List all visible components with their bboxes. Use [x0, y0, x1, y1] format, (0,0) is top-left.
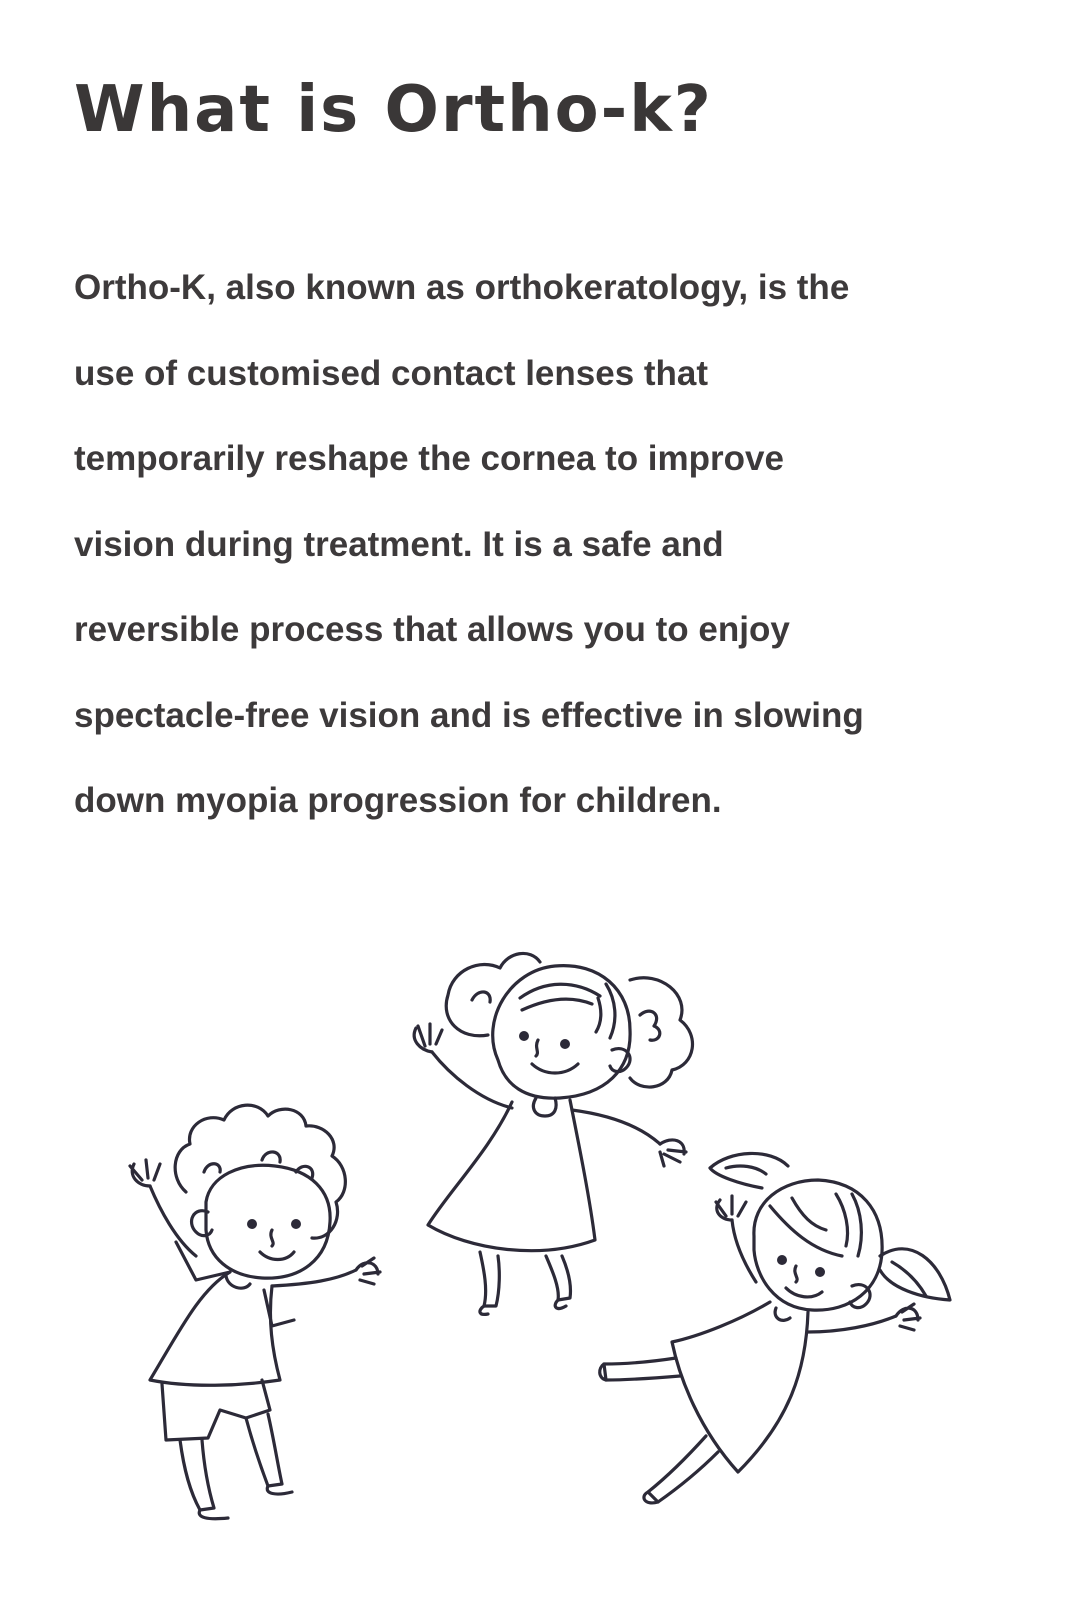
page-title: What is Ortho-k?: [74, 73, 713, 147]
paragraph-line: Ortho-K, also known as orthokeratology, is the: [74, 268, 850, 307]
paragraph-line: use of customised contact lenses that: [74, 353, 709, 393]
girl-pigtails-drawing: [600, 1153, 950, 1502]
boy-curly-hair-drawing: [130, 1105, 380, 1519]
paragraph-line: vision during treatment. It is a safe and: [74, 524, 724, 564]
children-illustration: [0, 940, 1080, 1580]
paragraph-line: spectacle-free vision and is effective in slowing: [74, 695, 864, 735]
paragraph-line: reversible process that allows you to enjoy: [74, 610, 790, 649]
girl-curly-hair-drawing: [414, 953, 692, 1314]
paragraph-line: temporarily reshape the cornea to improve: [74, 439, 784, 478]
intro-paragraph: [74, 245, 994, 844]
paragraph-line: down myopia progression for children.: [74, 781, 722, 820]
